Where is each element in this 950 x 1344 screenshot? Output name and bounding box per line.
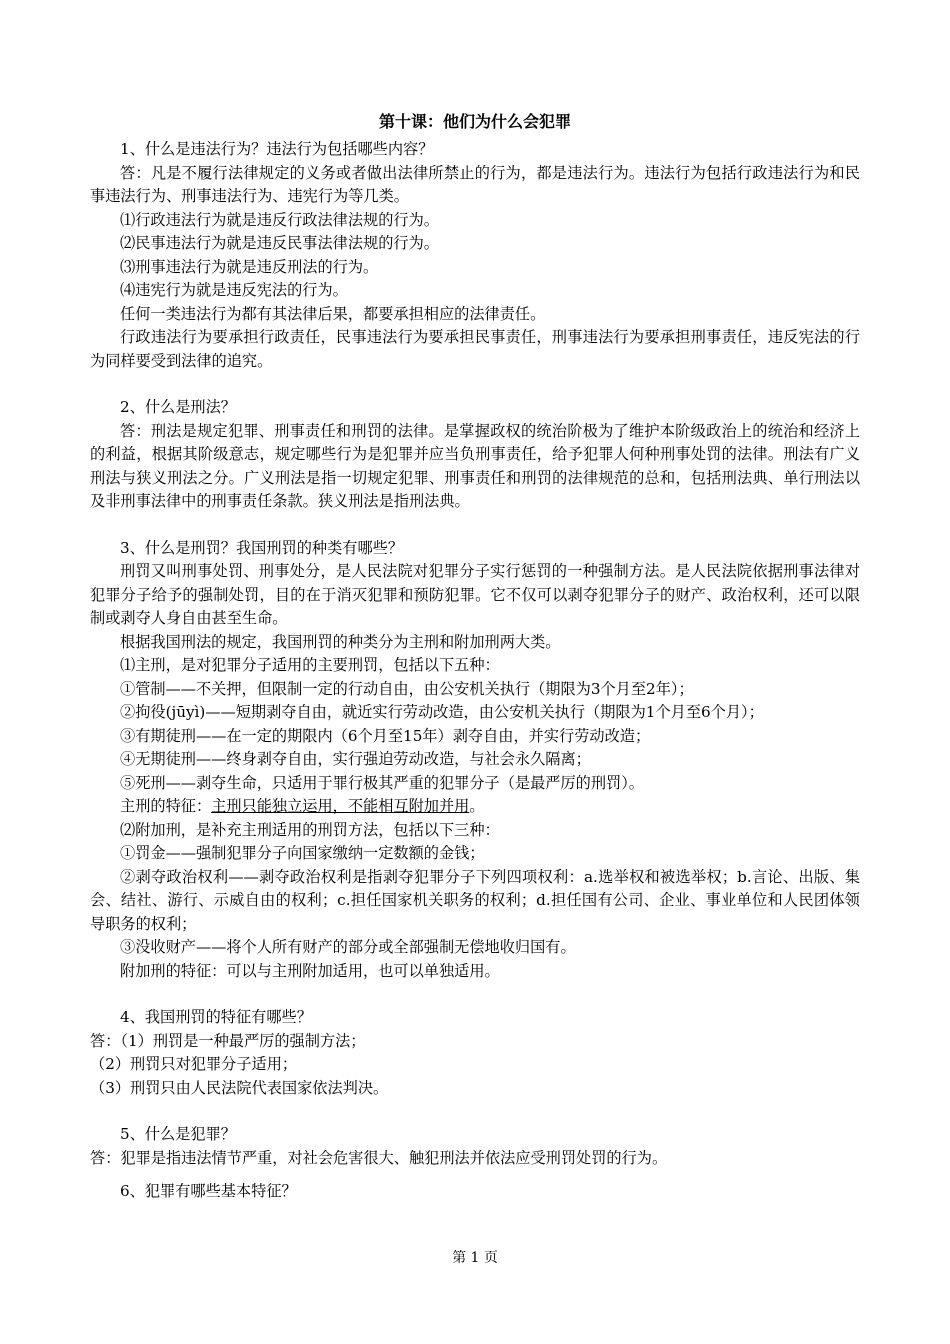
answer-1-note-2: 行政违法行为要承担行政责任，民事违法行为要承担民事责任，刑事违法行为要承担刑事责任，违反宪法的行为同样要受到法律的追究。 — [90, 328, 860, 370]
additional-penalty-heading: ⑵附加刑，是补充主刑适用的刑罚方法，包括以下三种： — [120, 820, 500, 839]
main-penalty-heading: ⑴主刑，是对犯罪分子适用的主要刑罚，包括以下五种： — [120, 656, 500, 674]
main-penalty-3: ③有期徒刑——在一定的期限内（6个月至15年）剥夺自由，并实行劳动改造； — [120, 726, 651, 745]
answer-4-item-1: 答：（1）刑罚是一种最严厉的强制方法； — [90, 1031, 366, 1050]
answer-1-item-3: ⑶刑事违法行为就是违反刑法的行为。 — [120, 257, 379, 276]
question-4: 4、我国刑罚的特征有哪些？ — [120, 1008, 312, 1026]
additional-penalty-2: ②剥夺政治权利——剥夺政治权利是指剥夺犯罪分子下列四项权利：a.选举权和被选举权；b.言论、出版、集会、结社、游行、示威自由的权利；c.担任国家机关职务的权利；d.担任国有公司、企业、事业单位和人民团体领导职务的权利； — [90, 867, 860, 933]
question-1: 1、什么是违法行为？违法行为包括哪些内容？ — [120, 140, 434, 158]
answer-1-item-2: ⑵民事违法行为就是违反民事法律法规的行为。 — [120, 234, 439, 252]
answer-1-item-1: ⑴行政违法行为就是违反行政法律法规的行为。 — [120, 210, 439, 229]
answer-5: 答：犯罪是指违法情节严重，对社会危害很大、触犯刑法并依法应受刑罚处罚的行为。 — [90, 1148, 668, 1167]
spacer — [90, 514, 860, 537]
feature-period: 。 — [469, 797, 485, 815]
answer-2: 答：刑法是规定犯罪、刑事责任和刑罚的法律。是掌握政权的统治阶极为了维护本阶级政治上的统治和经济上的利益，根据其阶级意志，规定哪些行为是犯罪并应当负刑事责任，给予犯罪人何种刑事处罚的法律。刑法有广义刑法与狭义刑法之分。广义刑法是指一切规定犯罪、刑事责任和刑罚的法律规范的总和，包括刑法典、单行刑法以及非刑事法律中的刑事责任条款。狭义刑法是指刑法典。 — [90, 421, 860, 510]
answer-3-intro: 刑罚又叫刑事处罚、刑事处分，是人民法院对犯罪分子实行惩罚的一种强制方法。是人民法院依据刑事法律对犯罪分子给予的强制处罚，目的在于消灭犯罪和预防犯罪。它不仅可以剥夺犯罪分子的财产、政治权利，还可以限制或剥夺人身自由甚至生命。 — [90, 562, 860, 627]
answer-1-intro: 答：凡是不履行法律规定的义务或者做出法律所禁止的行为，都是违法行为。违法行为包括行政违法行为和民事违法行为、刑事违法行为、违宪行为等几类。 — [90, 163, 860, 205]
main-penalty-4: ④无期徒刑——终身剥夺自由，实行强迫劳动改造，与社会永久隔离； — [120, 750, 591, 768]
question-6: 6、犯罪有哪些基本特征？ — [120, 1182, 297, 1200]
additional-penalty-feature: 附加刑的特征：可以与主刑附加适用，也可以单独适用。 — [120, 961, 500, 980]
answer-1-item-4: ⑷违宪行为就是违反宪法的行为。 — [120, 281, 348, 299]
spacer — [90, 1170, 860, 1180]
feature-label: 主刑的特征： — [120, 797, 212, 815]
answer-4-item-2: （2）刑罚只对犯罪分子适用； — [90, 1055, 298, 1073]
question-3: 3、什么是刑罚？我国刑罚的种类有哪些？ — [120, 538, 404, 557]
answer-3-categories: 根据我国刑法的规定，我国刑罚的种类分为主刑和附加刑两大类。 — [120, 632, 561, 651]
additional-penalty-1: ①罚金——强制犯罪分子向国家缴纳一定数额的金钱； — [120, 844, 485, 862]
spacer — [90, 1100, 860, 1123]
question-5: 5、什么是犯罪？ — [120, 1125, 236, 1143]
spacer — [90, 983, 860, 1006]
answer-4-item-3: （3）刑罚只由人民法院代表国家依法判决。 — [90, 1078, 389, 1097]
spacer — [90, 373, 860, 396]
feature-underlined-text: 主刑只能独立运用，不能相互附加并用 — [211, 797, 470, 815]
answer-1-note-1: 任何一类违法行为都有其法律后果，都要承担相应的法律责任。 — [120, 304, 546, 323]
document-body — [90, 110, 860, 1204]
main-penalty-1: ①管制——不关押，但限制一定的行动自由，由公安机关执行（期限为3个月至2年）； — [120, 679, 694, 698]
page-title: 第十课：他们为什么会犯罪 — [378, 112, 571, 131]
main-penalty-5: ⑤死刑——剥夺生命，只适用于罪行极其严重的犯罪分子（是最严厉的刑罚）。 — [120, 773, 644, 792]
main-penalty-feature — [90, 795, 860, 819]
additional-penalty-3: ③没收财产——将个人所有财产的部分或全部强制无偿地收归国有。 — [120, 938, 576, 956]
question-2: 2、什么是刑法？ — [120, 398, 236, 416]
page-number: 第 1 页 — [452, 1250, 498, 1266]
main-penalty-2: ②拘役(jūyì)——短期剥夺自由，就近实行劳动改造，由公安机关执行（期限为1个月至6个月）； — [120, 703, 764, 721]
